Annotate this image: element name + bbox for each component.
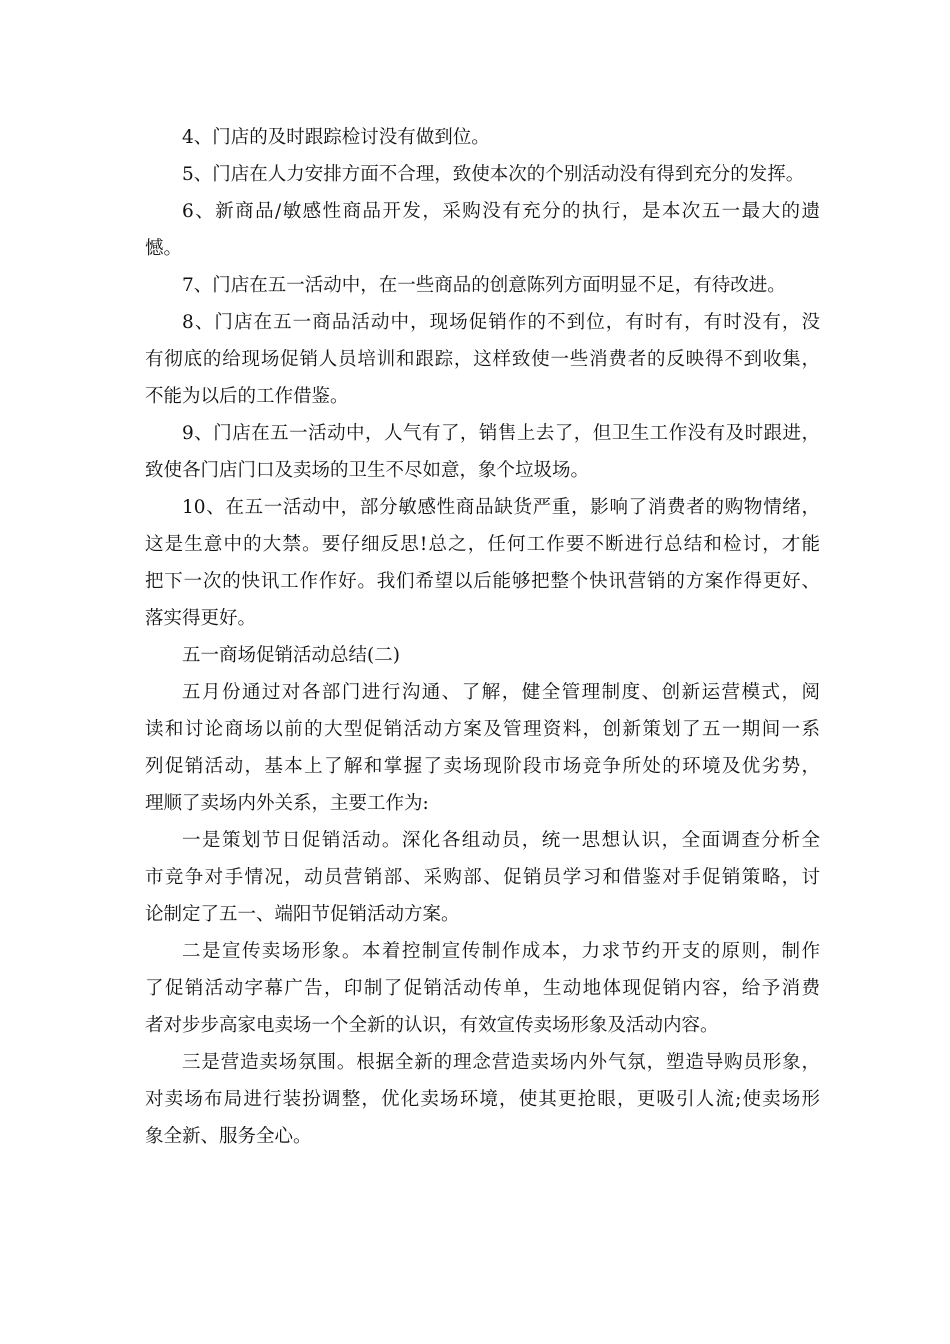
paragraph-work-1	[145, 822, 820, 933]
section-heading	[145, 637, 820, 674]
text-line: 五月份通过对各部门进行沟通、了解，健全管理制度、创新运营模式，阅	[182, 682, 820, 703]
text-line: 10、在五一活动中，部分敏感性商品缺货严重，影响了消费者的购物情绪，	[182, 497, 820, 518]
text-line: 列促销活动，基本上了解和掌握了卖场现阶段市场竞争所处的环境及优劣势，	[145, 756, 820, 777]
text-line: 致使各门店门口及卖场的卫生不尽如意，象个垃圾场。	[145, 460, 590, 481]
text-line: 二是宣传卖场形象。本着控制宣传制作成本，力求节约开支的原则，制作	[182, 941, 820, 962]
text-line: 对卖场布局进行装扮调整，优化卖场环境，使其更抢眼，更吸引人流;使卖场形	[145, 1089, 820, 1110]
paragraph-intro	[145, 674, 820, 822]
text-line: 9、门店在五一活动中，人气有了，销售上去了，但卫生工作没有及时跟进，	[182, 423, 820, 444]
text-line: 市竞争对手情况，动员营销部、采购部、促销员学习和借鉴对手促销策略，讨	[145, 867, 820, 888]
text-line: 理顺了卖场内外关系，主要工作为:	[145, 793, 429, 814]
text-line: 象全新、服务全心。	[145, 1126, 312, 1147]
paragraph-item-4	[145, 119, 820, 156]
text-line: 了促销活动字幕广告，印制了促销活动传单，生动地体现促销内容，给予消费	[145, 978, 820, 999]
text-line: 论制定了五一、端阳节促销活动方案。	[145, 904, 460, 925]
text-line: 憾。	[145, 238, 183, 259]
paragraph-work-2	[145, 933, 820, 1044]
document-body	[145, 119, 820, 1155]
section-title: 五一商场促销活动总结(二)	[182, 645, 400, 666]
text-line: 者对步步高家电卖场一个全新的认识，有效宣传卖场形象及活动内容。	[145, 1015, 719, 1036]
paragraph-item-9	[145, 415, 820, 489]
paragraph-item-6	[145, 193, 820, 267]
text-line: 有彻底的给现场促销人员培训和跟踪，这样致使一些消费者的反映得不到收集，	[145, 349, 820, 370]
text-line: 5、门店在人力安排方面不合理，致使本次的个别活动没有得到充分的发挥。	[182, 164, 805, 185]
text-line: 不能为以后的工作借鉴。	[145, 386, 349, 407]
paragraph-item-10	[145, 489, 820, 637]
text-line: 三是营造卖场氛围。根据全新的理念营造卖场内外气氛，塑造导购员形象，	[182, 1052, 820, 1073]
paragraph-item-5	[145, 156, 820, 193]
text-line: 把下一次的快讯工作作好。我们希望以后能够把整个快讯营销的方案作得更好、	[145, 571, 820, 592]
paragraph-item-8	[145, 304, 820, 415]
text-line: 一是策划节日促销活动。深化各组动员，统一思想认识，全面调查分析全	[182, 830, 820, 851]
text-line: 8、门店在五一商品活动中，现场促销作的不到位，有时有，有时没有，没	[182, 312, 820, 333]
paragraph-work-3	[145, 1044, 820, 1155]
text-line: 7、门店在五一活动中，在一些商品的创意陈列方面明显不足，有待改进。	[182, 275, 786, 296]
text-line: 落实得更好。	[145, 608, 257, 629]
paragraph-item-7	[145, 267, 820, 304]
text-line: 读和讨论商场以前的大型促销活动方案及管理资料，创新策划了五一期间一系	[145, 719, 820, 740]
text-line: 4、门店的及时跟踪检讨没有做到位。	[182, 127, 490, 148]
text-line: 这是生意中的大禁。要仔细反思!总之，任何工作要不断进行总结和检讨，才能	[145, 534, 820, 555]
text-line: 6、新商品/敏感性商品开发，采购没有充分的执行，是本次五一最大的遗	[182, 201, 820, 222]
